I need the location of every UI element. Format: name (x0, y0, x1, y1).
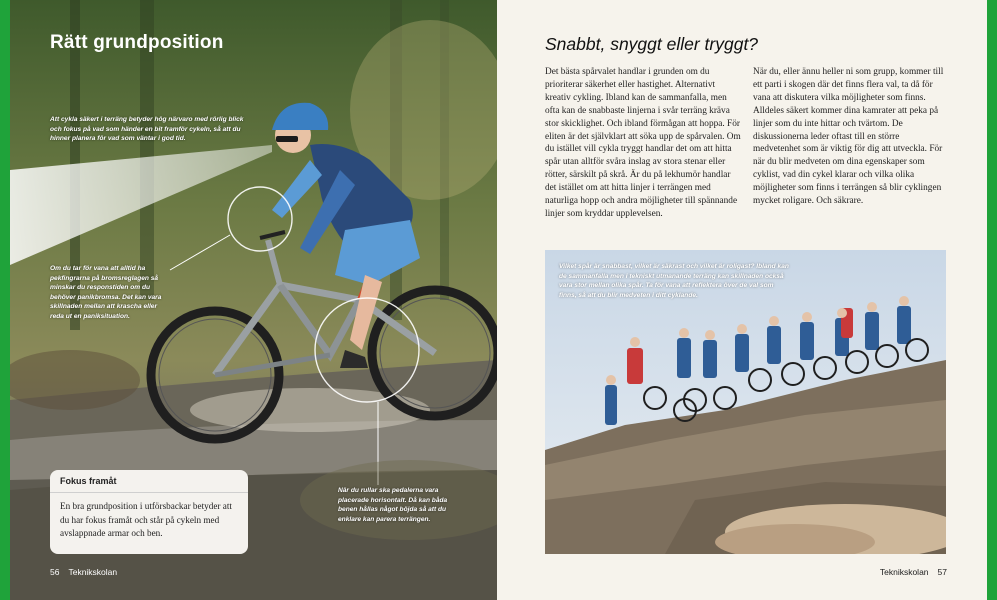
group-photo (545, 250, 946, 554)
fact-box-text: En bra grundposition i utförsbackar betyder att du har fokus framåt och står på cykeln med avslappnade armar och ben. (60, 501, 232, 538)
fact-box-header (50, 470, 248, 493)
left-page (10, 0, 497, 600)
caption-brakes: Om du tar för vana att alltid ha pekfingrarna på bromsreglagen så minskar du responstiden om du behöver panikbromsa. Det kan vara skillnaden mellan att krascha eller reda ut en paniksituation. (50, 265, 162, 320)
fact-box (50, 470, 248, 554)
folio-label-left: Teknikskolan (68, 567, 118, 577)
folio-right (880, 567, 947, 577)
page-number-right: 57 (937, 567, 947, 577)
fact-box-title: Fokus framåt (60, 476, 117, 486)
caption-focus: Att cykla säkert i terräng betyder hög närvaro med rörlig blick och fokus på vad som händer en bit framför cykeln, så att du hinner planera för vad som väntar i god tid. (50, 116, 244, 142)
group-photo-caption: Vilket spår är snabbast, vilket är säkrast och vilket är roligast? Ibland kan de sammanfalla men i tekniskt utmanande terräng kan skillnaden också vara stor mellan olika spår. Ta för vana att reflektera över de val som finns, så att du blir medveten i ditt cyklande. (559, 263, 789, 299)
folio-left (50, 567, 117, 577)
page-title-left: Rätt grundposition (50, 32, 224, 53)
left-green-edge (0, 0, 10, 600)
folio-label-right: Teknikskolan (879, 567, 929, 577)
body-column-2: När du, eller ännu heller ni som grupp, kommer till ett parti i skogen där det finns flera val, ta då för vana att diskutera vilka möjligheter som finns. Alldeles säkert kommer dina kamrater att peka på linjer som du inte hittar och tvärtom. De diskussionerna leder oftast till en större medvetenhet som är viktig för dig att utveckla. För när du blir medveten om dina egenskaper som cyklist, vad din cykel klarar och vilka olika möjligheter som finns i terrängen så blir cyklingen mycket roligare. Och säkrare. (753, 67, 944, 207)
page-number-left: 56 (50, 567, 60, 577)
right-green-edge (987, 0, 997, 600)
caption-pedals: När du rullar ska pedalerna vara placerade horisontalt. Då kan båda benen hållas något böjda så att du enklare kan parera terrängen. (338, 487, 448, 523)
page-title-right: Snabbt, snyggt eller tryggt? (545, 34, 759, 54)
body-column-1: Det bästa spårvalet handlar i grunden om du prioriterar säkerhet eller hastighet. Alternativt kreativ cykling. Ibland kan de sammanfalla, men ofta kan de snabbaste linjerna i svår terräng kräva stor skicklighet. Och ibland förmågan att hoppa. För eliten är det självklart att söka upp de spårvalen. Om du istället vill cykla tryggt handlar det om att hitta spår utan alltför svåra inslag av stora stenar eller rötter, särskilt på skrå. Är du på lekhumör handlar det istället om att hitta linjer i terrängen med naturliga hopp och andra möjligheter till spännande linjer som kryddar upplevelsen. (545, 67, 741, 219)
right-page (497, 0, 987, 600)
